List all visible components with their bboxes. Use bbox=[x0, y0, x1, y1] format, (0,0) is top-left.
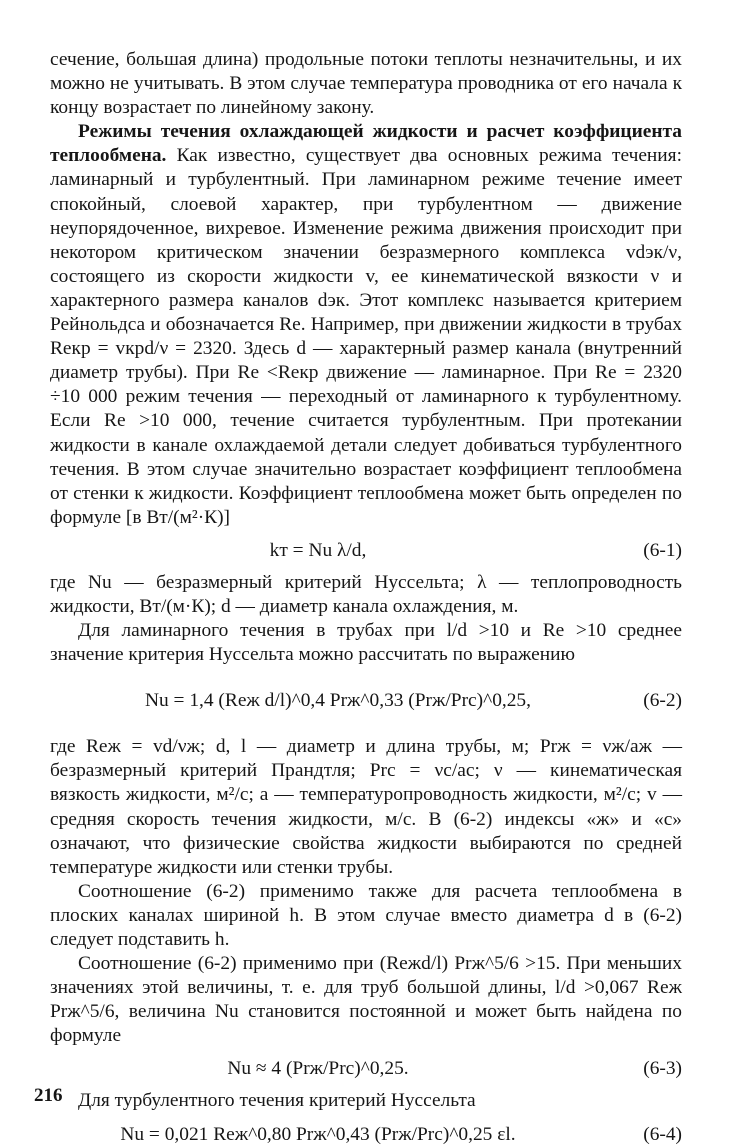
formula-6-2-number: (6-2) bbox=[643, 690, 682, 712]
formula-6-1 bbox=[50, 539, 682, 563]
formula-6-4-expression: Nu = 0,021 Reж^0,80 Prж^0,43 (Prж/Prс)^0,25 εl. bbox=[120, 1123, 516, 1145]
paragraph-3: где Nu — безразмерный критерий Нуссельта; λ — теплопроводность жидкости, Вт/(м·К); d — диаметр канала охлаждения, м. bbox=[50, 571, 682, 617]
paragraph-4: Для ламинарного течения в трубах при l/d >10 и Re >10 среднее значение критерия Нуссельта можно рассчитать по выражению bbox=[50, 620, 682, 666]
paragraph-7: Соотношение (6-2) применимо при (Reжd/l) Prж^5/6 >15. При меньших значениях этой величины, т. е. для труб большой длины, l/d >0,067 Reж Prж^5/6, величина Nu становится постоянной и может быть найдена по формуле bbox=[50, 953, 682, 1047]
formula-6-3-expression: Nu ≈ 4 (Prж/Prс)^0,25. bbox=[227, 1058, 409, 1080]
formula-6-3 bbox=[50, 1057, 682, 1081]
paragraph-1: сечение, большая длина) продольные потоки теплоты незначительны, и их можно не учитывать. В этом случае температура проводника от его начала к концу возрастает по линейному закону. bbox=[50, 49, 682, 119]
formula-6-4-number: (6-4) bbox=[643, 1123, 682, 1145]
formula-6-3-number: (6-3) bbox=[643, 1058, 682, 1080]
page-number: 216 bbox=[34, 1085, 63, 1106]
paragraph-5: где Reж = vd/νж; d, l — диаметр и длина трубы, м; Prж = νж/aж — безразмерный критерий Прандтля; Prс = νс/aс; ν — кинематическая вязкость жидкости, м²/с; a — температуропроводность жидкости, м²/с; v — средняя скорость течения жидкости, м/с. В (6-2) индексы «ж» и «с» означают, что физические свойства жидкости выбираются по средней температуре жидкости или стенки трубы. bbox=[50, 736, 682, 878]
formula-6-2-expression: Nu = 1,4 (Reж d/l)^0,4 Prж^0,33 (Prж/Prс)^0,25, bbox=[145, 690, 531, 712]
formula-6-1-expression: kт = Nu λ/d, bbox=[269, 539, 367, 561]
formula-6-1-number: (6-1) bbox=[643, 539, 682, 561]
section-heading: Режимы течения охлаждающей жидкости и расчет коэффициента теплообмена. bbox=[50, 121, 682, 167]
formula-6-2 bbox=[50, 679, 682, 723]
paragraph-2 bbox=[50, 120, 682, 530]
paragraph-6: Соотношение (6-2) применимо также для расчета теплообмена в плоских каналах шириной h. В этом случае вместо диаметра d в (6-2) следует подставить h. bbox=[50, 880, 682, 950]
paragraph-8: Для турбулентного течения критерий Нуссельта bbox=[78, 1090, 476, 1112]
paragraph-2-body: Как известно, существует два основных режима течения: ламинарный и турбулентный. При ламинарном режиме течение имеет спокойный, слоевой характер, при турбулентном — движение неупорядоченное, вихревое. Изменение режима движения происходит при некотором критическом значении безразмерного комплекса vdэк/ν, состоящего из скорости жидкости v, ее кинематической вязкости ν и характерного размера каналов dэк. Этот комплекс называется критерием Рейнольдса и обозначается Re. Например, при движении жидкости в трубах Reкр = vкрd/ν = 2320. Здесь d — характерный размер канала (внутренний диаметр трубы). При Re <Reкр движение — ламинарное. При Re = 2320 ÷10 000 режим течения — переходный от ламинарного к турбулентному. Если Re >10 000, течение считается турбулентным. При протекании жидкости в канале охлаждаемой детали следует добиваться турбулентного течения. В этом случае значительно возрастает коэффициент теплообмена от стенки к жидкости. Коэффициент теплообмена может быть определен по формуле [в Вт/(м²·К)] bbox=[50, 145, 682, 528]
